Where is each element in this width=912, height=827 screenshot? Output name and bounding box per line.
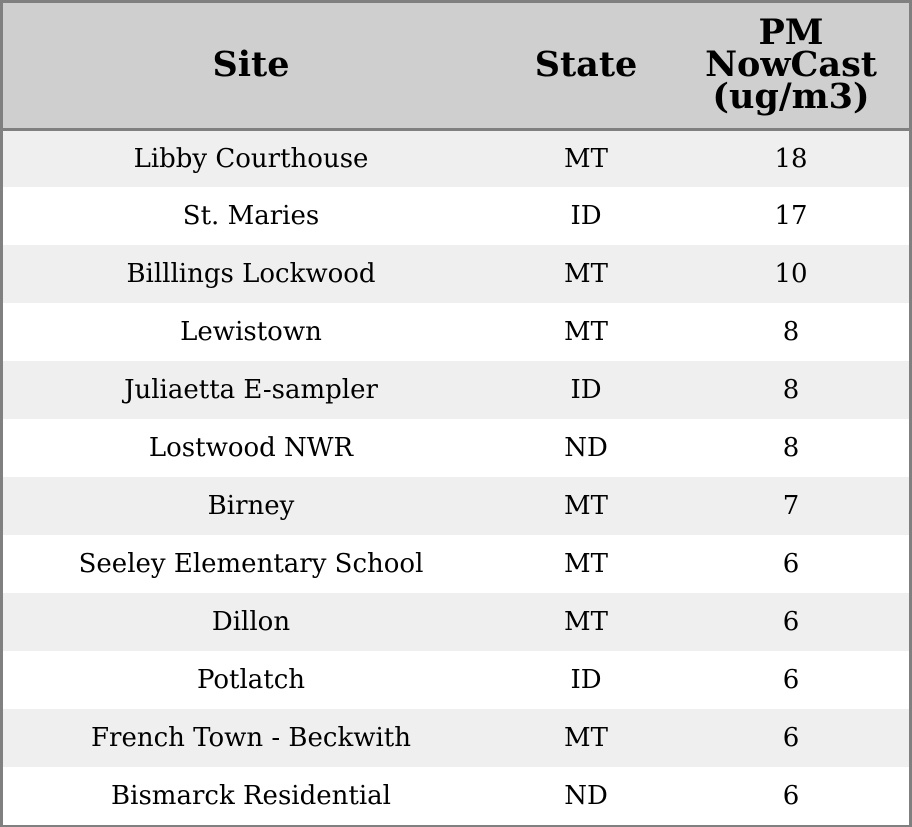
cell-state: MT bbox=[564, 549, 608, 579]
cell-pm-nowcast: 6 bbox=[782, 665, 800, 695]
cell-pm-nowcast: 6 bbox=[782, 781, 800, 811]
column-header-pm-nowcast: PM NowCast (ug/m3) bbox=[673, 3, 909, 129]
cell-pm-nowcast: 18 bbox=[774, 143, 808, 174]
table-row bbox=[3, 187, 909, 245]
cell-state: MT bbox=[564, 259, 608, 289]
cell-site: Potlatch bbox=[196, 665, 306, 695]
cell-state: MT bbox=[564, 317, 608, 347]
cell-pm-nowcast: 8 bbox=[782, 317, 800, 347]
header-row bbox=[3, 3, 909, 129]
cell-pm-nowcast: 8 bbox=[782, 375, 800, 405]
cell-state: ID bbox=[570, 201, 602, 231]
cell-pm-nowcast: 6 bbox=[782, 549, 800, 579]
cell-site: Libby Courthouse bbox=[133, 143, 369, 174]
table-body bbox=[3, 129, 909, 825]
cell-state: MT bbox=[564, 143, 608, 174]
table-row bbox=[3, 477, 909, 535]
table-row bbox=[3, 303, 909, 361]
column-header-site: Site bbox=[3, 3, 499, 129]
cell-pm-nowcast: 6 bbox=[782, 723, 800, 753]
cell-site: Billlings Lockwood bbox=[126, 259, 376, 289]
table-row bbox=[3, 129, 909, 187]
cell-pm-nowcast: 17 bbox=[774, 201, 808, 231]
cell-site: Seeley Elementary School bbox=[78, 549, 424, 579]
cell-site: French Town - Beckwith bbox=[90, 723, 412, 753]
cell-state: MT bbox=[564, 723, 608, 753]
cell-site: St. Maries bbox=[182, 201, 320, 231]
cell-pm-nowcast: 7 bbox=[782, 491, 800, 521]
cell-state: MT bbox=[564, 491, 608, 521]
cell-state: ND bbox=[564, 433, 608, 463]
cell-site: Juliaetta E-sampler bbox=[124, 375, 378, 405]
cell-site: Birney bbox=[207, 491, 295, 521]
cell-site: Lostwood NWR bbox=[148, 433, 354, 463]
cell-state: MT bbox=[564, 607, 608, 637]
table-row bbox=[3, 709, 909, 767]
cell-state: ID bbox=[570, 375, 602, 405]
cell-site: Dillon bbox=[211, 607, 291, 637]
cell-pm-nowcast: 6 bbox=[782, 607, 800, 637]
pm-nowcast-table bbox=[3, 3, 909, 825]
cell-state: ND bbox=[564, 781, 608, 811]
table-row bbox=[3, 535, 909, 593]
column-header-state: State bbox=[499, 3, 673, 129]
table-row bbox=[3, 419, 909, 477]
table-row bbox=[3, 651, 909, 709]
table-row bbox=[3, 361, 909, 419]
cell-site: Bismarck Residential bbox=[111, 781, 391, 811]
cell-pm-nowcast: 10 bbox=[774, 259, 808, 289]
table-header bbox=[3, 3, 909, 129]
cell-pm-nowcast: 8 bbox=[782, 433, 800, 463]
cell-site: Lewistown bbox=[180, 317, 322, 347]
table-row bbox=[3, 767, 909, 825]
table-row bbox=[3, 593, 909, 651]
cell-state: ID bbox=[570, 665, 602, 695]
table-row bbox=[3, 245, 909, 303]
